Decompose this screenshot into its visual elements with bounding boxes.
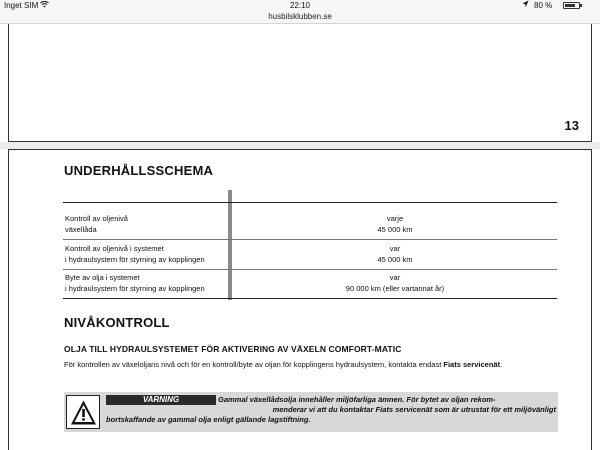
level-control-title: NIVÅKONTROLL — [64, 315, 170, 330]
page-gap — [0, 142, 600, 149]
carrier-label: Inget SIM — [4, 1, 39, 10]
url-text: husbilsklubben.se — [268, 12, 332, 21]
warning-text: Gammal växellådsolja innehåller miljöfarliga ämnen. För bytet av oljan rekom- — [218, 395, 496, 404]
row-divider — [63, 269, 557, 270]
battery-icon — [563, 2, 580, 9]
task-line: i hydraulsystem för styrning av kopplingen — [65, 255, 205, 264]
interval-line: 45 000 km — [377, 225, 413, 234]
schedule-title: UNDERHÅLLSSCHEMA — [64, 163, 214, 178]
row-divider — [63, 239, 557, 240]
task-cell — [65, 213, 235, 235]
warning-label: VARNING — [106, 395, 216, 405]
warning-triangle-icon — [66, 395, 100, 429]
clock: 22:10 — [289, 1, 311, 10]
oil-subheading: OLJA TILL HYDRAULSYSTEMET FÖR AKTIVERING AV VÄXELN COMFORT-MATIC — [64, 344, 402, 354]
paragraph-bold-text: Fiats servicenät — [443, 360, 501, 369]
interval-line: 45 000 km — [377, 255, 413, 264]
warning-text: menderar vi att du kontaktar Fiats servicenät som är utrustat för ett miljövänligt — [272, 405, 556, 414]
table-row — [63, 242, 557, 270]
status-bar — [0, 0, 600, 11]
table-top-rule — [63, 202, 557, 203]
battery-fill — [565, 4, 575, 7]
table-row — [63, 271, 557, 299]
task-line: växellåda — [65, 225, 97, 234]
task-cell — [65, 243, 235, 265]
task-line: i hydraulsystem för styrning av kopplingen — [65, 284, 205, 293]
task-line: Kontroll av oljenivå i systemet — [65, 244, 164, 253]
warning-text: bortskaffande av gammal olja enligt gällande lagstiftning. — [106, 415, 311, 424]
instruction-paragraph — [64, 360, 502, 369]
manual-page — [8, 149, 592, 450]
table-row — [63, 212, 557, 240]
address-bar[interactable] — [0, 11, 600, 24]
location-arrow-icon — [522, 0, 529, 10]
interval-line: varje — [386, 214, 404, 223]
task-line: Byte av olja i systemet — [65, 273, 140, 282]
task-line: Kontroll av oljenivå — [65, 214, 128, 223]
paragraph-end: . — [500, 360, 503, 369]
interval-line: var — [389, 273, 401, 282]
battery-percentage: 80 % — [534, 1, 553, 10]
page-number: 13 — [564, 118, 579, 133]
table-bottom-rule — [63, 298, 557, 299]
task-cell — [65, 272, 235, 294]
interval-cell — [233, 213, 557, 235]
previous-page — [8, 24, 592, 142]
interval-cell — [233, 243, 557, 265]
interval-cell — [233, 272, 557, 294]
warning-box — [64, 392, 558, 432]
interval-line: 90 000 km (eller vartannat år) — [345, 284, 445, 293]
interval-line: var — [389, 244, 401, 253]
paragraph-text: För kontrollen av växeloljans nivå och för en kontroll/byte av oljan för kopplingens hydraulsystem, kontakta endast — [64, 360, 444, 369]
